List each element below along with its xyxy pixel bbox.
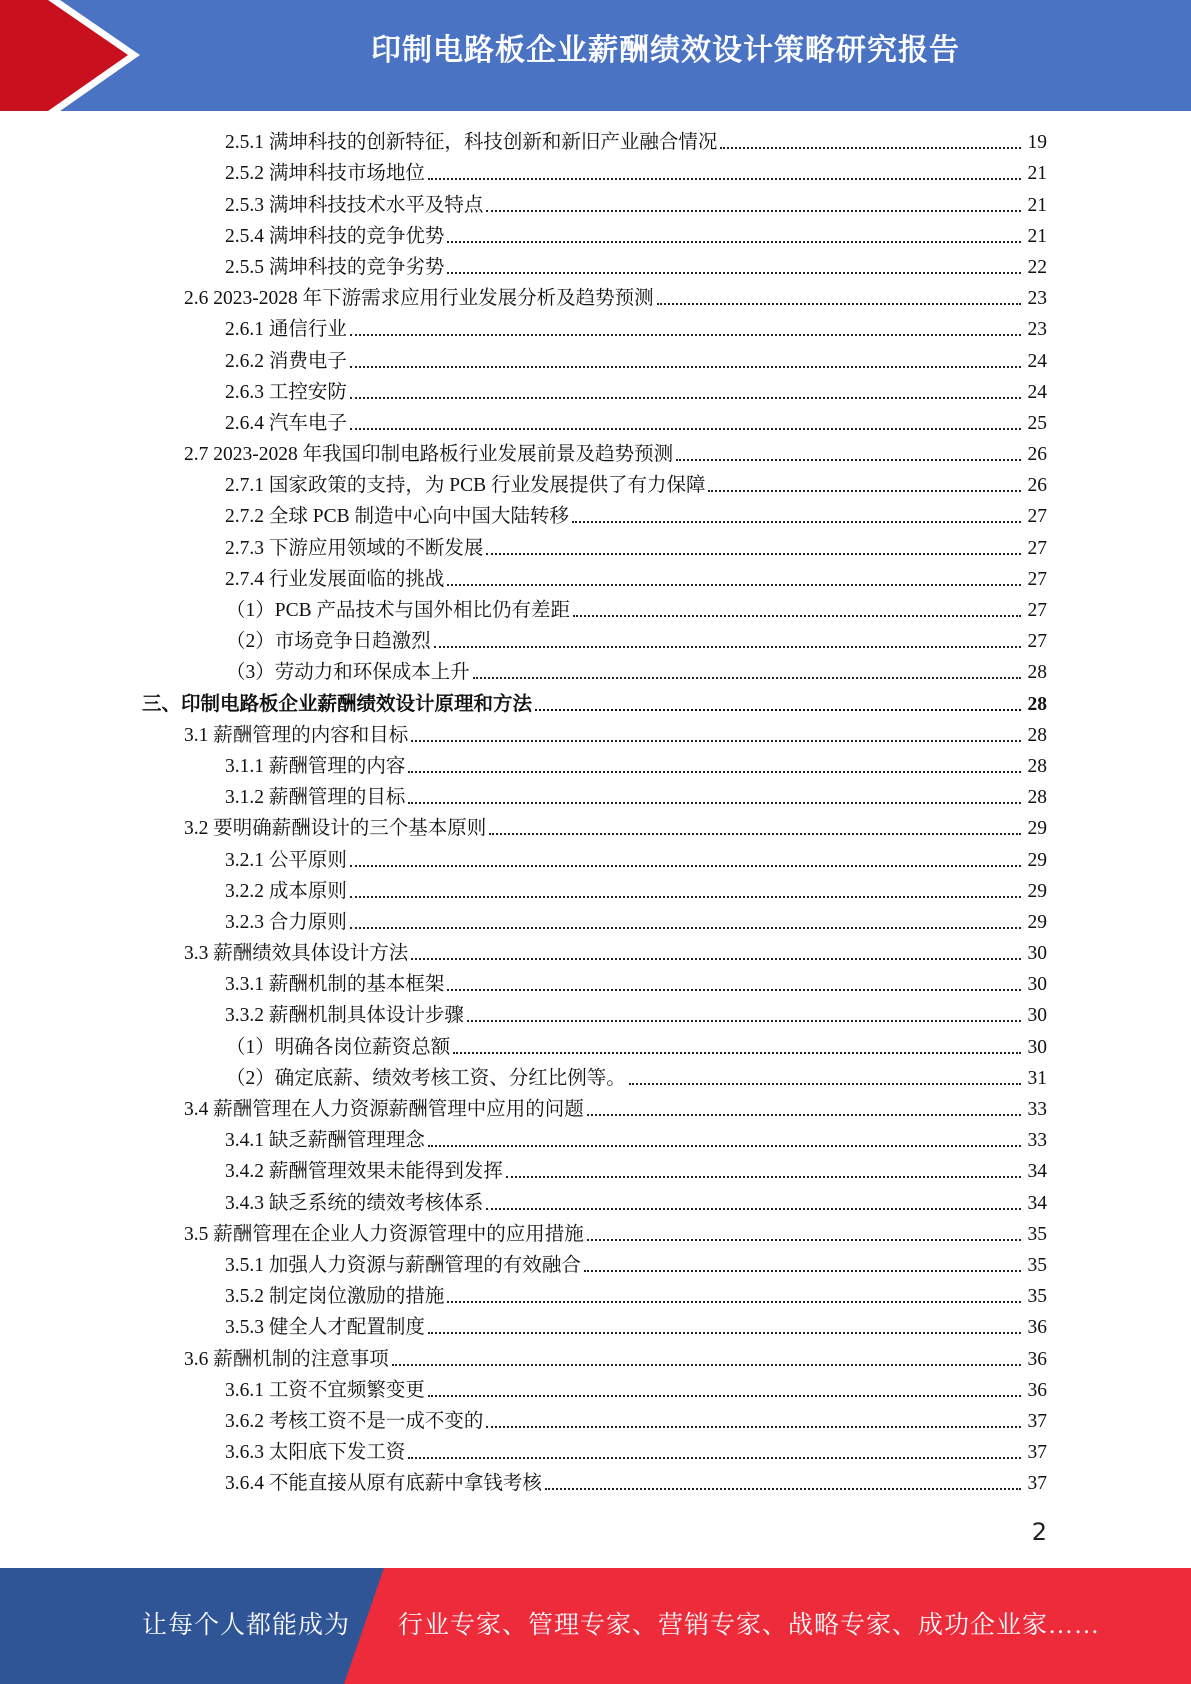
toc-entry[interactable] bbox=[0, 220, 1191, 251]
toc-dot-leader bbox=[434, 646, 1021, 648]
toc-dot-leader bbox=[447, 584, 1021, 586]
toc-entry-page: 37 bbox=[1027, 1473, 1047, 1495]
toc-entry-page: 30 bbox=[1027, 943, 1047, 965]
toc-entry-title: （1）明确各岗位薪资总额 bbox=[226, 1036, 451, 1058]
toc-entry[interactable] bbox=[0, 1062, 1191, 1093]
toc-entry-page: 27 bbox=[1027, 631, 1047, 653]
toc-dot-leader bbox=[587, 1239, 1021, 1241]
toc-entry-title: 2.5.1 满坤科技的创新特征，科技创新和新旧产业融合情况 bbox=[225, 132, 718, 154]
toc-entry-page: 36 bbox=[1027, 1379, 1047, 1401]
toc-entry-title: 3.6.2 考核工资不是一成不变的 bbox=[225, 1410, 484, 1432]
toc-entry[interactable] bbox=[0, 1218, 1191, 1249]
toc-dot-leader bbox=[350, 865, 1021, 867]
toc-entry[interactable] bbox=[0, 438, 1191, 469]
header-banner bbox=[0, 0, 1191, 111]
toc-dot-leader bbox=[447, 241, 1021, 243]
toc-entry-title: 2.5.3 满坤科技技术水平及特点 bbox=[225, 194, 484, 216]
toc-entry-page: 27 bbox=[1027, 506, 1047, 528]
toc-entry-title: 3.2.1 公平原则 bbox=[225, 849, 347, 871]
toc-entry-title: 3.1.1 薪酬管理的内容 bbox=[225, 755, 406, 777]
toc-entry-title: 2.6.4 汽车电子 bbox=[225, 412, 347, 434]
toc-entry[interactable] bbox=[0, 1374, 1191, 1405]
footer-slogan-left: 让每个人都能成为 bbox=[142, 1612, 351, 1639]
toc-entry-title: 3.3.1 薪酬机制的基本框架 bbox=[225, 974, 445, 996]
toc-entry[interactable] bbox=[0, 1155, 1191, 1186]
toc-entry[interactable] bbox=[0, 625, 1191, 656]
toc-entry-title: （2）市场竞争日趋激烈 bbox=[226, 631, 431, 653]
toc-entry-title: 2.7.1 国家政策的支持，为 PCB 行业发展提供了有力保障 bbox=[225, 475, 706, 497]
toc-dot-leader bbox=[572, 521, 1021, 523]
toc-entry[interactable] bbox=[0, 687, 1191, 718]
toc-dot-leader bbox=[676, 459, 1021, 461]
toc-entry-page: 30 bbox=[1027, 1005, 1047, 1027]
toc-entry[interactable] bbox=[0, 719, 1191, 750]
toc-dot-leader bbox=[428, 1395, 1021, 1397]
toc-dot-leader bbox=[411, 740, 1021, 742]
toc-dot-leader bbox=[486, 1426, 1021, 1428]
toc-entry[interactable] bbox=[0, 282, 1191, 313]
toc-entry-title: 3.6.1 工资不宜频繁变更 bbox=[225, 1379, 425, 1401]
toc-entry[interactable] bbox=[0, 1405, 1191, 1436]
toc-entry[interactable] bbox=[0, 1093, 1191, 1124]
toc-entry[interactable] bbox=[0, 1436, 1191, 1467]
toc-entry-page: 30 bbox=[1027, 1036, 1047, 1058]
toc-entry-page: 22 bbox=[1027, 256, 1047, 278]
toc-entry-page: 29 bbox=[1027, 849, 1047, 871]
toc-entry-page: 36 bbox=[1027, 1317, 1047, 1339]
report-title: 印制电路板企业薪酬绩效设计策略研究报告 bbox=[371, 33, 960, 68]
toc-entry[interactable] bbox=[0, 531, 1191, 562]
toc-entry[interactable] bbox=[0, 126, 1191, 157]
toc-entry-title: 三、印制电路板企业薪酬绩效设计原理和方法 bbox=[142, 693, 533, 715]
toc-dot-leader bbox=[392, 1364, 1021, 1366]
toc-dot-leader bbox=[350, 896, 1021, 898]
toc-entry-title: 3.1 薪酬管理的内容和目标 bbox=[184, 724, 409, 746]
toc-entry[interactable] bbox=[0, 999, 1191, 1030]
toc-dot-leader bbox=[573, 615, 1021, 617]
toc-entry-title: 2.6.3 工控安防 bbox=[225, 381, 347, 403]
toc-entry[interactable] bbox=[0, 1467, 1191, 1498]
toc-entry[interactable] bbox=[0, 469, 1191, 500]
toc-entry-title: 3.6.4 不能直接从原有底薪中拿钱考核 bbox=[225, 1473, 542, 1495]
toc-entry-page: 37 bbox=[1027, 1410, 1047, 1432]
toc-dot-leader bbox=[350, 334, 1021, 336]
toc-entry-title: 2.5.2 满坤科技市场地位 bbox=[225, 163, 425, 185]
toc-dot-leader bbox=[657, 303, 1021, 305]
toc-dot-leader bbox=[350, 397, 1021, 399]
toc-entry-page: 26 bbox=[1027, 444, 1047, 466]
toc-entry[interactable] bbox=[0, 500, 1191, 531]
toc-entry[interactable] bbox=[0, 812, 1191, 843]
toc-dot-leader bbox=[587, 1114, 1021, 1116]
toc-entry-title: 3.5.2 制定岗位激励的措施 bbox=[225, 1286, 445, 1308]
toc-dot-leader bbox=[506, 1176, 1021, 1178]
toc-entry-title: 3.6.3 太阳底下发工资 bbox=[225, 1442, 406, 1464]
toc-entry-title: 3.3.2 薪酬机制具体设计步骤 bbox=[225, 1005, 464, 1027]
toc-entry[interactable] bbox=[0, 1124, 1191, 1155]
toc-entry[interactable] bbox=[0, 407, 1191, 438]
toc-entry[interactable] bbox=[0, 251, 1191, 282]
toc-entry-title: 2.5.4 满坤科技的竞争优势 bbox=[225, 225, 445, 247]
toc-entry[interactable] bbox=[0, 1249, 1191, 1280]
toc-entry-title: 3.5.3 健全人才配置制度 bbox=[225, 1317, 425, 1339]
footer-banner bbox=[0, 1568, 1191, 1684]
toc-dot-leader bbox=[350, 428, 1021, 430]
toc-entry[interactable] bbox=[0, 656, 1191, 687]
toc-entry-title: 3.4.1 缺乏薪酬管理理念 bbox=[225, 1130, 425, 1152]
toc-dot-leader bbox=[350, 927, 1021, 929]
toc-entry-title: 2.6 2023-2028 年下游需求应用行业发展分析及趋势预测 bbox=[184, 288, 654, 310]
toc-entry[interactable] bbox=[0, 188, 1191, 219]
toc-dot-leader bbox=[473, 677, 1021, 679]
toc-entry-title: 2.7 2023-2028 年我国印制电路板行业发展前景及趋势预测 bbox=[184, 444, 674, 466]
toc-entry-page: 23 bbox=[1027, 319, 1047, 341]
toc-entry[interactable] bbox=[0, 968, 1191, 999]
toc-entry-page: 26 bbox=[1027, 475, 1047, 497]
toc-entry-title: 3.6 薪酬机制的注意事项 bbox=[184, 1348, 389, 1370]
toc-entry-page: 21 bbox=[1027, 194, 1047, 216]
toc-entry-page: 29 bbox=[1027, 880, 1047, 902]
toc-entry-title: 3.4 薪酬管理在人力资源薪酬管理中应用的问题 bbox=[184, 1099, 584, 1120]
toc-dot-leader bbox=[428, 1145, 1021, 1147]
toc-entry-page: 21 bbox=[1027, 163, 1047, 185]
toc-dot-leader bbox=[486, 210, 1021, 212]
toc-entry-page: 24 bbox=[1027, 350, 1047, 372]
toc-entry-title: 3.3 薪酬绩效具体设计方法 bbox=[184, 943, 409, 965]
toc-dot-leader bbox=[411, 958, 1021, 960]
toc-entry-page: 19 bbox=[1027, 132, 1047, 154]
toc-entry-title: 3.4.3 缺乏系统的绩效考核体系 bbox=[225, 1192, 484, 1214]
page-number: 2 bbox=[1031, 1518, 1047, 1546]
toc-entry[interactable] bbox=[0, 1311, 1191, 1342]
toc-entry-page: 27 bbox=[1027, 568, 1047, 590]
toc-entry-page: 27 bbox=[1027, 600, 1047, 621]
toc-entry-page: 36 bbox=[1027, 1348, 1047, 1370]
toc-dot-leader bbox=[428, 1332, 1021, 1334]
toc-dot-leader bbox=[408, 1457, 1021, 1459]
toc-entry[interactable] bbox=[0, 157, 1191, 188]
header-arrow-graphic bbox=[0, 0, 160, 111]
toc-entry-title: 3.1.2 薪酬管理的目标 bbox=[225, 787, 406, 809]
toc-entry[interactable] bbox=[0, 1342, 1191, 1373]
toc-entry[interactable] bbox=[0, 594, 1191, 625]
toc-entry-title: （2）确定底薪、绩效考核工资、分红比例等。 bbox=[226, 1067, 626, 1089]
toc-entry-page: 23 bbox=[1027, 288, 1047, 310]
toc-entry-title: 3.2.3 合力原则 bbox=[225, 911, 347, 933]
toc-entry[interactable] bbox=[0, 906, 1191, 937]
toc-entry[interactable] bbox=[0, 313, 1191, 344]
toc-entry-page: 28 bbox=[1027, 755, 1047, 777]
toc-entry[interactable] bbox=[0, 376, 1191, 407]
toc-entry-title: 2.6.1 通信行业 bbox=[225, 319, 347, 341]
toc-entry-page: 29 bbox=[1027, 911, 1047, 933]
toc-entry[interactable] bbox=[0, 781, 1191, 812]
toc-entry-title: （3）劳动力和环保成本上升 bbox=[226, 662, 470, 684]
toc-entry-title: （1）PCB 产品技术与国外相比仍有差距 bbox=[226, 600, 570, 621]
toc-entry-page: 33 bbox=[1027, 1130, 1047, 1152]
toc-entry-page: 34 bbox=[1027, 1192, 1047, 1214]
toc-entry-page: 28 bbox=[1027, 787, 1047, 809]
toc-entry-page: 21 bbox=[1027, 225, 1047, 247]
toc-entry-page: 29 bbox=[1027, 818, 1047, 840]
toc-dot-leader bbox=[708, 490, 1021, 492]
toc-entry-title: 3.2 要明确薪酬设计的三个基本原则 bbox=[184, 818, 487, 840]
toc-entry-page: 34 bbox=[1027, 1161, 1047, 1183]
toc-entry[interactable] bbox=[0, 875, 1191, 906]
toc-dot-leader bbox=[428, 178, 1021, 180]
toc-dot-leader bbox=[629, 1083, 1021, 1085]
toc-entry-page: 28 bbox=[1027, 662, 1047, 684]
toc-entry-page: 28 bbox=[1027, 693, 1047, 715]
toc-dot-leader bbox=[408, 802, 1021, 804]
toc-dot-leader bbox=[447, 989, 1021, 991]
toc-dot-leader bbox=[453, 1052, 1021, 1054]
toc-entry[interactable] bbox=[0, 344, 1191, 375]
toc-entry-title: 2.7.2 全球 PCB 制造中心向中国大陆转移 bbox=[225, 506, 569, 528]
toc-entry-page: 24 bbox=[1027, 381, 1047, 403]
footer-slogan-right: 行业专家、管理专家、营销专家、战略专家、成功企业家…… bbox=[398, 1612, 1101, 1639]
toc-entry-title: 2.7.3 下游应用领域的不断发展 bbox=[225, 537, 484, 559]
toc-entry[interactable] bbox=[0, 563, 1191, 594]
toc-dot-leader bbox=[486, 1208, 1021, 1210]
toc-entry-title: 2.7.4 行业发展面临的挑战 bbox=[225, 568, 445, 590]
toc-entry[interactable] bbox=[0, 843, 1191, 874]
toc-entry-page: 35 bbox=[1027, 1223, 1047, 1245]
toc-entry-page: 35 bbox=[1027, 1286, 1047, 1308]
toc-dot-leader bbox=[545, 1488, 1021, 1490]
toc-entry-title: 2.6.2 消费电子 bbox=[225, 350, 347, 372]
toc-dot-leader bbox=[467, 1020, 1021, 1022]
toc-entry-page: 31 bbox=[1027, 1067, 1047, 1089]
toc-entry-page: 27 bbox=[1027, 537, 1047, 559]
toc-entry-title: 2.5.5 满坤科技的竞争劣势 bbox=[225, 256, 445, 278]
toc-entry-title: 3.4.2 薪酬管理效果未能得到发挥 bbox=[225, 1161, 503, 1183]
table-of-contents bbox=[0, 126, 1191, 1498]
toc-entry-title: 3.5 薪酬管理在企业人力资源管理中的应用措施 bbox=[184, 1223, 584, 1245]
toc-dot-leader bbox=[408, 771, 1021, 773]
toc-entry-page: 37 bbox=[1027, 1442, 1047, 1464]
toc-dot-leader bbox=[584, 1270, 1021, 1272]
toc-dot-leader bbox=[447, 1301, 1021, 1303]
toc-dot-leader bbox=[486, 553, 1021, 555]
toc-entry-title: 3.5.1 加强人力资源与薪酬管理的有效融合 bbox=[225, 1254, 581, 1276]
toc-entry[interactable] bbox=[0, 750, 1191, 781]
toc-entry-page: 28 bbox=[1027, 724, 1047, 746]
toc-entry-page: 30 bbox=[1027, 974, 1047, 996]
toc-entry-page: 35 bbox=[1027, 1254, 1047, 1276]
toc-entry[interactable] bbox=[0, 1280, 1191, 1311]
toc-dot-leader bbox=[535, 709, 1021, 711]
toc-dot-leader bbox=[720, 147, 1021, 149]
toc-entry-page: 25 bbox=[1027, 412, 1047, 434]
toc-entry-page: 33 bbox=[1027, 1099, 1047, 1120]
toc-entry-title: 3.2.2 成本原则 bbox=[225, 880, 347, 902]
toc-dot-leader bbox=[489, 833, 1021, 835]
toc-dot-leader bbox=[350, 366, 1021, 368]
toc-entry[interactable] bbox=[0, 1186, 1191, 1217]
toc-dot-leader bbox=[447, 272, 1021, 274]
toc-entry[interactable] bbox=[0, 937, 1191, 968]
toc-entry[interactable] bbox=[0, 1030, 1191, 1061]
